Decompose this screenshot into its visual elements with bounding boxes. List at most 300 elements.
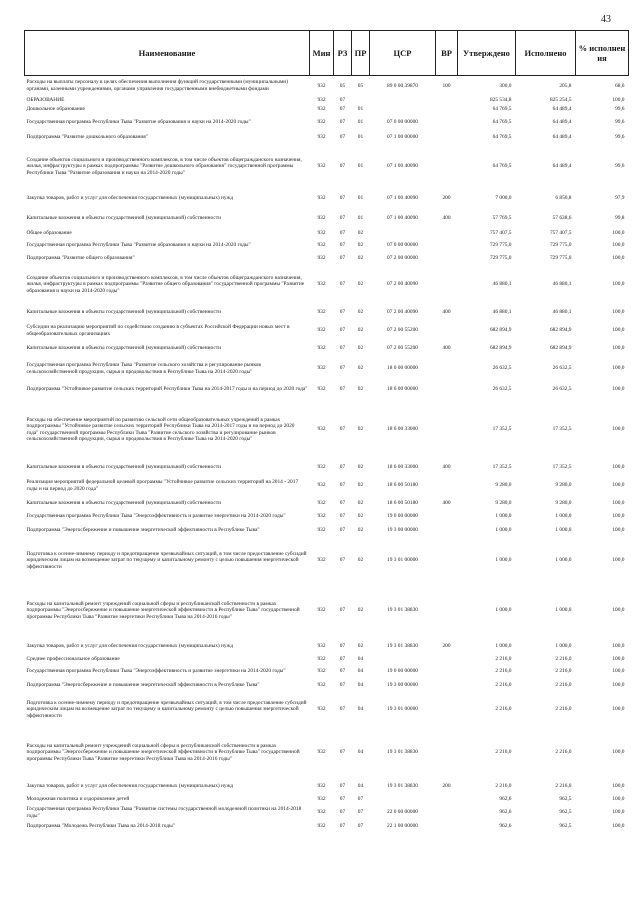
- row-pr: 02: [357, 500, 364, 507]
- row-executed: 64 489,4: [552, 163, 572, 170]
- row-min: 932: [317, 513, 326, 520]
- row-executed: 46 880,1: [552, 309, 572, 316]
- row-percent: 97,9: [615, 195, 625, 202]
- row-approved: 1 000,0: [495, 513, 512, 520]
- row-vr: 200: [442, 783, 451, 790]
- row-approved: 729 775,0: [489, 242, 512, 249]
- row-percent: 100,0: [612, 327, 625, 334]
- table-row: [25, 229, 629, 239]
- row-min: 932: [317, 242, 326, 249]
- table-body: [25, 76, 629, 833]
- row-executed: 205,8: [559, 82, 572, 89]
- row-csr: 19 0 00 00000: [387, 668, 418, 675]
- row-vr: [436, 229, 458, 239]
- row-name: Реализация мероприятий федеральной целевой программы "Устойчивое развитие сельских территорий на 2014 - 2017 годы и на период до 2020 года": [26, 479, 299, 492]
- row-name: Закупка товаров, работ и услуг для обеспечения государственных (муниципальных) нужд: [26, 643, 234, 650]
- row-approved: 26 632,5: [492, 386, 512, 393]
- row-min: 932: [317, 656, 326, 663]
- row-pr: 04: [357, 783, 364, 790]
- row-rz: 07: [339, 643, 346, 650]
- row-min: 932: [317, 386, 326, 393]
- row-executed: 2 216,0: [555, 668, 572, 675]
- row-approved: 26 632,5: [492, 365, 512, 372]
- header-name: Наименование: [25, 31, 310, 76]
- row-rz: 07: [339, 656, 346, 663]
- row-name: Подготовка к осенне-зимнему периоду и предотвращение чрезвычайных ситуаций, в том числе предоставление субсидий юридическим лицам на возмещение затрат по текущему и капитальному ремонту с целью повышения энергетической эффективности: [26, 699, 307, 719]
- row-approved: 1 000,0: [495, 607, 512, 614]
- row-csr: 07 0 00 00000: [387, 119, 418, 126]
- row-min: 932: [317, 230, 326, 237]
- row-vr: [436, 693, 458, 727]
- row-rz: 07: [339, 823, 346, 830]
- row-csr: 18 6 00 50180: [387, 482, 418, 489]
- row-percent: 100,0: [612, 809, 625, 816]
- row-percent: 100,0: [612, 309, 625, 316]
- row-csr: 18 6 00 50180: [387, 500, 418, 507]
- row-pr: 02: [357, 281, 364, 288]
- row-vr: [436, 265, 458, 305]
- row-min: 932: [317, 119, 326, 126]
- row-executed: 682 894,9: [549, 345, 572, 352]
- row-vr: 100: [442, 82, 451, 89]
- row-min: 932: [317, 643, 326, 650]
- row-min: 932: [317, 134, 326, 141]
- row-percent: 100,0: [612, 345, 625, 352]
- table-row: [25, 693, 629, 727]
- row-vr: [436, 679, 458, 693]
- header-csr: ЦСР: [370, 31, 436, 76]
- row-executed: 2 216,0: [555, 783, 572, 790]
- row-executed: 729 775,0: [549, 242, 572, 249]
- row-percent: 100,0: [612, 386, 625, 393]
- row-csr: 19 3 00 00000: [387, 527, 418, 534]
- row-csr: 07 2 00 40090: [387, 309, 418, 316]
- row-pr: 04: [357, 749, 364, 756]
- row-executed: 1 000,0: [555, 607, 572, 614]
- row-executed: 9 280,0: [555, 482, 572, 489]
- header-vr: ВР: [436, 31, 458, 76]
- table-row: [25, 539, 629, 583]
- row-executed: 64 489,4: [552, 106, 572, 113]
- row-percent: 100,0: [612, 281, 625, 288]
- row-csr: 22 0 00 00000: [387, 809, 418, 816]
- table-row: [25, 105, 629, 115]
- row-pr: 02: [357, 513, 364, 520]
- row-pr: 02: [357, 386, 364, 393]
- header-min: Мин: [310, 31, 334, 76]
- row-rz: 07: [339, 163, 346, 170]
- row-percent: 100,0: [612, 96, 625, 103]
- row-name: Создание объектов социального и производственного комплексов, в том числе объектов общегражданского назначения, жилья, инфраструктуры в рамках подпрограммы "Развитие общего образования" государственной программы "Развитие образования и науки на 2014-2020 годы": [26, 274, 305, 294]
- row-approved: 757 407,5: [489, 230, 512, 237]
- row-vr: [436, 655, 458, 665]
- row-approved: 1 000,0: [495, 643, 512, 650]
- row-min: 932: [317, 557, 326, 564]
- row-approved: 2 216,0: [495, 783, 512, 790]
- row-rz: 07: [339, 327, 346, 334]
- row-pr: 02: [357, 527, 364, 534]
- row-executed: 6 850,8: [555, 195, 572, 202]
- row-rz: 07: [339, 365, 346, 372]
- row-csr: 19 3 01 38830: [387, 607, 418, 614]
- row-min: 932: [317, 309, 326, 316]
- row-vr: [436, 511, 458, 523]
- table-row: [25, 76, 629, 96]
- row-percent: 100,0: [612, 607, 625, 614]
- table-row: [25, 239, 629, 253]
- row-percent: 100,0: [612, 482, 625, 489]
- row-approved: 962,6: [499, 823, 512, 830]
- row-pr: 07: [357, 809, 364, 816]
- row-min: 932: [317, 796, 326, 803]
- row-rz: 07: [339, 557, 346, 564]
- row-executed: 729 775,0: [549, 255, 572, 262]
- row-csr: 19 3 01 38830: [387, 749, 418, 756]
- row-approved: 2 216,0: [495, 682, 512, 689]
- row-approved: 962,6: [499, 809, 512, 816]
- table-row: [25, 665, 629, 679]
- table-row: [25, 511, 629, 523]
- row-rz: 07: [339, 345, 346, 352]
- row-percent: 99,6: [615, 106, 625, 113]
- row-rz: 05: [339, 82, 346, 89]
- row-name: Государственная программа Республики Тыва "Развитие системы государственной молодежной политики на 2014-2018 годы": [26, 806, 302, 819]
- row-vr: 400: [442, 215, 451, 222]
- row-percent: 99,8: [615, 215, 625, 222]
- row-rz: 07: [339, 796, 346, 803]
- row-rz: 07: [339, 749, 346, 756]
- row-name: Общее образование: [26, 230, 72, 237]
- row-approved: 17 352,5: [492, 464, 512, 471]
- row-percent: 100,0: [612, 682, 625, 689]
- row-csr: 07 2 00 00000: [387, 255, 418, 262]
- table-row: [25, 399, 629, 461]
- row-csr: 07 1 00 40090: [387, 195, 418, 202]
- row-rz: 07: [339, 464, 346, 471]
- row-pr: 02: [357, 464, 364, 471]
- row-csr: 07 1 00 00000: [387, 134, 418, 141]
- row-rz: 07: [339, 426, 346, 433]
- row-approved: 1 000,0: [495, 527, 512, 534]
- row-name: Расходы на капитальный ремонт учреждений социальной сферы и республиканской собственности в рамках подпрограммы "Энергосбережение и повышение энергетической эффективности в Республике Тыва" государственной программы Республики Тыва "Развитие энергетики Республики Тыва на 2014-2016 годы": [26, 600, 300, 620]
- row-vr: [436, 357, 458, 381]
- row-executed: 64 489,4: [552, 134, 572, 141]
- row-name: Закупка товаров, работ и услуг для обеспечения государственных (муниципальных) нужд: [26, 195, 234, 202]
- row-executed: 1 000,0: [555, 643, 572, 650]
- row-min: 932: [317, 668, 326, 675]
- row-approved: 300,0: [499, 82, 512, 89]
- row-pr: 01: [357, 163, 364, 170]
- row-executed: 17 352,5: [552, 426, 572, 433]
- row-percent: 99,6: [615, 163, 625, 170]
- row-pr: 02: [357, 643, 364, 650]
- row-name: Подпрограмма "Устойчивое развитие сельских территорий Республики Тыва на 2014-2017 годы и на период до 2020 года": [26, 386, 308, 393]
- row-rz: 07: [339, 607, 346, 614]
- row-rz: 07: [339, 682, 346, 689]
- row-csr: 18 6 00 33000: [387, 464, 418, 471]
- table-row: [25, 189, 629, 209]
- row-csr: 18 0 00 00000: [387, 365, 418, 372]
- row-name: Создание объектов социального и производственного комплексов, в том числе объектов общегражданского назначения, жилья, инфраструктуры в рамках подпрограммы "Развитие дошкольного образования" государственной программы Республики Тыва "Развитие образования и науки на 2014-2020 годы": [26, 156, 302, 176]
- row-vr: [436, 821, 458, 833]
- header-rz: РЗ: [334, 31, 352, 76]
- row-vr: [436, 475, 458, 497]
- row-rz: 07: [339, 500, 346, 507]
- row-vr: [436, 321, 458, 341]
- row-pr: [352, 96, 370, 105]
- budget-execution-table: [24, 30, 629, 833]
- row-name: Подпрограмма "Энергосбережение и повышение энергетической эффективности в Республике Тыва": [26, 527, 260, 534]
- row-name: Подпрограмма "Молодежь Республики Тыва на 2014-2018 годы": [26, 823, 175, 830]
- table-row: [25, 655, 629, 665]
- row-name: Государственная программа Республики Тыва "Развитие образования и науки на 2014-2020 годы": [26, 242, 251, 249]
- row-percent: 68,6: [615, 82, 625, 89]
- row-vr: [436, 795, 458, 805]
- row-csr: [370, 229, 436, 239]
- row-pr: 07: [357, 796, 364, 803]
- row-pr: 01: [357, 215, 364, 222]
- row-name: Подпрограмма "Энергосбережение и повышение энергетической эффективности в Республике Тыва": [26, 682, 260, 689]
- row-csr: [370, 105, 436, 115]
- row-executed: 1 000,0: [555, 513, 572, 520]
- row-name: Государственная программа Республики Тыва "Энергоэффективность и развитие энергетики на 2014-2020 годы": [26, 668, 286, 675]
- row-pr: 01: [357, 106, 364, 113]
- row-csr: 19 3 01 38830: [387, 783, 418, 790]
- table-row: [25, 115, 629, 131]
- row-rz: 07: [339, 309, 346, 316]
- table-row: [25, 253, 629, 265]
- row-executed: 962,5: [559, 809, 572, 816]
- row-name: Расходы на капитальный ремонт учреждений социальной сферы и республиканской собственности в рамках подпрограммы "Энергосбережение и повышение энергетической эффективности в Республике Тыва" государственной программы Республики Тыва "Развитие энергетики Республики Тыва на 2014-2016 годы": [26, 742, 300, 762]
- row-percent: 100,0: [612, 783, 625, 790]
- header-pr: ПР: [352, 31, 370, 76]
- row-executed: 17 352,5: [552, 464, 572, 471]
- row-name: Подготовка к осенне-зимнему периоду и предотвращение чрезвычайных ситуаций, в том числе предоставление субсидий юридическим лицам на возмещение затрат по текущему и капитальному ремонту с целью повышения энергетической эффективности: [26, 550, 307, 570]
- row-min: 932: [317, 365, 326, 372]
- table-row: [25, 727, 629, 779]
- table-header-row: [25, 31, 629, 76]
- row-pr: 02: [357, 607, 364, 614]
- row-percent: 100,0: [612, 706, 625, 713]
- row-approved: 46 880,1: [492, 281, 512, 288]
- row-percent: 100,0: [612, 513, 625, 520]
- row-vr: 400: [442, 500, 451, 507]
- table-row: [25, 461, 629, 475]
- row-percent: 100,0: [612, 500, 625, 507]
- row-min: 932: [317, 215, 326, 222]
- row-approved: 682 894,9: [489, 345, 512, 352]
- row-min: 932: [317, 809, 326, 816]
- row-percent: 99,6: [615, 119, 625, 126]
- row-min: 932: [317, 749, 326, 756]
- row-csr: 07 0 00 00000: [387, 242, 418, 249]
- row-pr: 01: [357, 195, 364, 202]
- page-number: 43: [601, 14, 611, 25]
- row-percent: 100,0: [612, 749, 625, 756]
- row-csr: 19 3 01 00000: [387, 557, 418, 564]
- row-min: 932: [317, 783, 326, 790]
- row-name: Капитальные вложения в объекты государственной (муниципальной) собственности: [26, 215, 221, 222]
- row-pr: 05: [357, 82, 364, 89]
- table-row: [25, 821, 629, 833]
- row-percent: 99,6: [615, 134, 625, 141]
- row-percent: 100,0: [612, 668, 625, 675]
- row-percent: 100,0: [612, 242, 625, 249]
- row-name: Расходы на выплаты персоналу в целях обеспечения выполнения функций государственными (муниципальными) органами, казенными учреждениями, органами управления государственными внебюджетными фондами: [26, 79, 288, 92]
- row-csr: 18 6 00 00000: [387, 386, 418, 393]
- row-csr: [370, 96, 436, 105]
- row-executed: 26 632,5: [552, 386, 572, 393]
- table-row: [25, 497, 629, 511]
- row-name: Капитальные вложения в объекты государственной (муниципальной) собственности: [26, 464, 221, 471]
- row-min: 932: [317, 482, 326, 489]
- row-pr: 07: [357, 823, 364, 830]
- row-min: 932: [317, 106, 326, 113]
- table-row: [25, 523, 629, 539]
- row-min: 932: [317, 281, 326, 288]
- row-executed: 46 880,1: [552, 281, 572, 288]
- row-approved: 64 769,5: [492, 106, 512, 113]
- table-row: [25, 209, 629, 229]
- row-approved: 729 775,0: [489, 255, 512, 262]
- row-name: Молодежная политика и оздоровление детей: [26, 796, 130, 803]
- row-executed: 962,5: [559, 823, 572, 830]
- row-rz: 07: [339, 281, 346, 288]
- row-percent: 100,0: [612, 527, 625, 534]
- row-approved: 1 000,0: [495, 557, 512, 564]
- row-min: 932: [317, 682, 326, 689]
- row-approved: 17 352,5: [492, 426, 512, 433]
- row-csr: 19 0 00 00000: [387, 513, 418, 520]
- row-rz: 07: [339, 482, 346, 489]
- row-csr: 19 3 00 00000: [387, 682, 418, 689]
- row-vr: [436, 539, 458, 583]
- row-name: Капитальные вложения в объекты государственной (муниципальной) собственности: [26, 500, 221, 507]
- row-pr: 02: [357, 230, 364, 237]
- row-min: 932: [317, 345, 326, 352]
- row-rz: 07: [339, 255, 346, 262]
- row-vr: [436, 145, 458, 189]
- row-rz: 07: [339, 195, 346, 202]
- table-row: [25, 131, 629, 145]
- row-name: Закупка товаров, работ и услуг для обеспечения государственных (муниципальных) нужд: [26, 783, 234, 790]
- header-percent: % исполнения: [576, 31, 629, 76]
- row-min: 932: [317, 527, 326, 534]
- row-pr: 02: [357, 255, 364, 262]
- row-csr: 07 1 00 40090: [387, 215, 418, 222]
- row-name: Государственная программа Республики Тыва "Энергоэффективность и развитие энергетики на 2014-2020 годы": [26, 513, 286, 520]
- row-vr: [436, 399, 458, 461]
- row-approved: 962,6: [499, 796, 512, 803]
- row-executed: 1 000,0: [555, 527, 572, 534]
- row-vr: [436, 805, 458, 821]
- table-row: [25, 265, 629, 305]
- table-row: [25, 96, 629, 105]
- row-executed: 2 216,0: [555, 749, 572, 756]
- row-min: 932: [317, 706, 326, 713]
- row-rz: 07: [339, 386, 346, 393]
- row-percent: 100,0: [612, 230, 625, 237]
- row-pr: 01: [357, 134, 364, 141]
- row-rz: 07: [339, 809, 346, 816]
- row-percent: 100,0: [612, 365, 625, 372]
- row-rz: 07: [339, 215, 346, 222]
- row-csr: [370, 655, 436, 665]
- row-vr: [436, 583, 458, 639]
- row-csr: 18 6 00 33000: [387, 426, 418, 433]
- row-pr: 02: [357, 327, 364, 334]
- row-min: 932: [317, 500, 326, 507]
- row-vr: 400: [442, 345, 451, 352]
- row-executed: 9 280,0: [555, 500, 572, 507]
- table-row: [25, 341, 629, 357]
- row-csr: 07 2 00 40090: [387, 281, 418, 288]
- row-min: 932: [317, 255, 326, 262]
- row-vr: [436, 115, 458, 131]
- row-rz: 07: [339, 230, 346, 237]
- row-vr: 200: [442, 643, 451, 650]
- row-min: 932: [317, 163, 326, 170]
- row-rz: 07: [339, 134, 346, 141]
- table-row: [25, 779, 629, 795]
- row-percent: 100,0: [612, 255, 625, 262]
- row-rz: 07: [339, 668, 346, 675]
- row-min: 932: [317, 607, 326, 614]
- header-approved: Утверждено: [458, 31, 516, 76]
- table-row: [25, 583, 629, 639]
- row-executed: 1 000,0: [555, 557, 572, 564]
- row-executed: 2 216,0: [555, 706, 572, 713]
- row-rz: 07: [339, 706, 346, 713]
- table-row: [25, 475, 629, 497]
- row-vr: [436, 253, 458, 265]
- row-name: ОБРАЗОВАНИЕ: [26, 96, 65, 103]
- row-name: Капитальные вложения в объекты государственной (муниципальной) собственности: [26, 345, 221, 352]
- row-approved: 2 216,0: [495, 656, 512, 663]
- row-rz: 07: [339, 106, 346, 113]
- row-vr: [436, 105, 458, 115]
- row-min: 932: [317, 195, 326, 202]
- row-name: Капитальные вложения в объекты государственной (муниципальной) собственности: [26, 309, 221, 316]
- row-pr: 02: [357, 426, 364, 433]
- row-pr: 04: [357, 706, 364, 713]
- row-vr: [436, 665, 458, 679]
- row-rz: 07: [339, 783, 346, 790]
- row-vr: 400: [442, 309, 451, 316]
- row-executed: 64 489,4: [552, 119, 572, 126]
- row-csr: 22 1 00 00000: [387, 823, 418, 830]
- row-name: Субсидии на реализацию мероприятий по содействию созданию в субъектах Российской Федерации новых мест в общеобразовательных организациях: [26, 324, 290, 337]
- row-csr: 07 2 00 55200: [387, 345, 418, 352]
- row-name: Государственная программа Республики Тыва "Развитие сельского хозяйства и регулирование рынков сельскохозяйственной продукции, сырья и продовольствия в Республике Тыва на 2014-2020 годы": [26, 362, 261, 375]
- row-min: 932: [317, 426, 326, 433]
- row-pr: 02: [357, 345, 364, 352]
- row-vr: [436, 239, 458, 253]
- row-approved: 64 769,5: [492, 134, 512, 141]
- row-name: Среднее профессиональное образование: [26, 656, 120, 663]
- row-executed: 962,5: [559, 796, 572, 803]
- row-approved: 9 280,0: [495, 500, 512, 507]
- row-name: Подпрограмма "Развитие общего образования": [26, 255, 135, 262]
- row-name: Дошкольное образование: [26, 106, 85, 113]
- row-min: 932: [317, 823, 326, 830]
- row-name: Расходы на обеспечение мероприятий по развитию сельской сети общеобразовательных учреждений в рамках подпрограммы "Устойчивое развитие сельских территорий Республики Тыва на 2014-2017 годы и на период до 2020 года" государственной программы Республики Тыва "Развитие сельского хозяйства и регулирование рынков сельскохозяйственной продукции, сырья и продовольствия в Республике Тыва на 2014-2020 годы": [26, 416, 295, 442]
- table-row: [25, 145, 629, 189]
- row-percent: 100,0: [612, 464, 625, 471]
- row-pr: 02: [357, 482, 364, 489]
- row-executed: 757 407,5: [549, 230, 572, 237]
- row-approved: 57 769,5: [492, 215, 512, 222]
